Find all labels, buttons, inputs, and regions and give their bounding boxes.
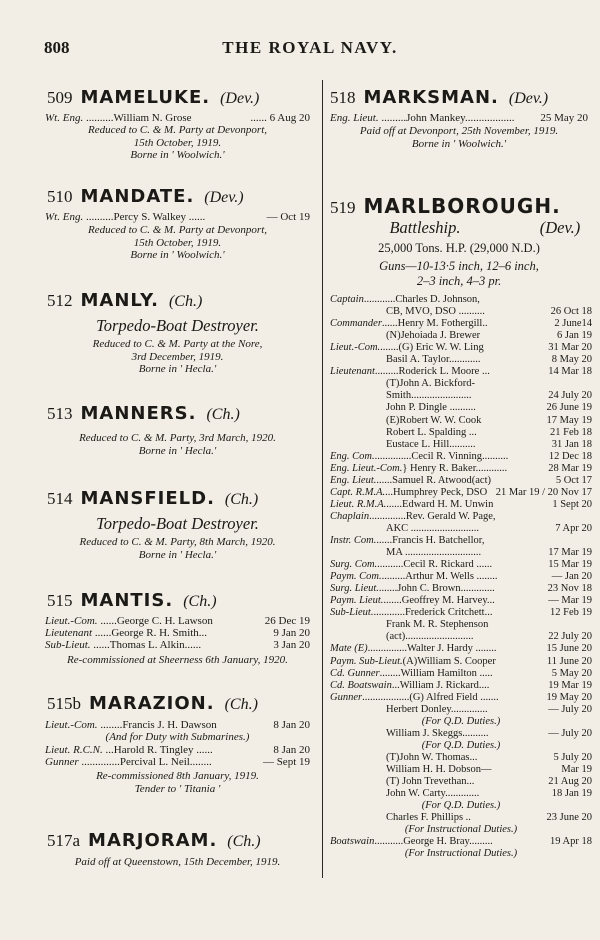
officer-date: — Mar 19	[548, 595, 592, 607]
note-line: 3rd December, 1919.	[131, 350, 224, 363]
ship-name: MAMELUKE.	[80, 87, 211, 108]
officer-date: 17 Mar 19	[548, 547, 592, 559]
officer-name: ..................(G) Alfred Field .......	[362, 691, 499, 703]
officer-rank: Sub-Lieut.	[330, 607, 374, 619]
officer-rank: Lieut. R.M.A.	[330, 498, 387, 510]
officer-name: Charles F. Phillips ..	[386, 812, 471, 824]
officer-date: 1 Sept 20	[552, 498, 592, 510]
officer-date: 2 June14	[554, 318, 592, 330]
officer-rank: Lieut. R.C.N.	[45, 744, 103, 756]
ship-division: (Ch.)	[168, 293, 203, 310]
officer-name: (act)..........................	[386, 631, 474, 643]
officer-rank: Eng. Lieut.	[330, 474, 377, 486]
officer-name: John W. Carty.............	[386, 788, 480, 800]
officer-row	[330, 330, 592, 342]
officer-row	[330, 800, 592, 812]
officer-rank: Commander	[330, 318, 382, 330]
officer-rank: Lieutenant	[45, 627, 93, 639]
officer-row	[330, 535, 592, 547]
officer-date: 31 Mar 20	[548, 342, 592, 354]
officer-date: 26 June 19	[546, 402, 592, 414]
note-line: Borne in ' Hecla.'	[138, 444, 217, 457]
note-line: Paid off at Devonport, 25th November, 1919.	[359, 125, 559, 137]
officer-row	[330, 692, 592, 704]
officer-row	[330, 523, 592, 535]
officer-name: } Henry R. Baker............	[402, 462, 508, 474]
officer-date: 11 June 20	[546, 655, 592, 667]
officer-row	[330, 439, 592, 451]
officer-rank: Paym. Lieut.	[330, 595, 384, 607]
officer-name: Smith.......................	[386, 390, 472, 402]
officer-row	[330, 631, 592, 643]
officer-name: ..........Percy S. Walkey ......	[85, 211, 206, 223]
ship-name: MARJORAM.	[88, 830, 218, 851]
ship-type: Battleship.	[389, 218, 461, 237]
officer-name: ...........George H. Bray.........	[374, 836, 493, 848]
officer-row	[330, 607, 592, 619]
officer-name: AKC ..........................	[386, 522, 480, 534]
ship-note	[45, 536, 310, 561]
officer-row	[45, 615, 310, 627]
officer-row	[45, 744, 310, 756]
officer-row	[330, 619, 592, 631]
officer-row	[330, 318, 592, 330]
officer-note: (For Instructional Duties.)	[404, 848, 518, 860]
ship-number: 519	[330, 198, 356, 217]
officer-note: (And for Duty with Submarines.)	[105, 731, 250, 743]
officer-name: ..............Rev. Gerald W. Page,	[369, 510, 496, 522]
officer-date: 22 July 20	[548, 631, 592, 643]
note-line: Reduced to C. & M. Party at Devonport,	[87, 124, 268, 136]
officer-name: John P. Dingle ..........	[386, 402, 476, 414]
officer-name: .........Roderick L. Moore ...	[374, 366, 490, 378]
ship-name: MARKSMAN.	[363, 87, 499, 108]
officer-rank: Lieut.-Com.	[45, 615, 98, 627]
ship-number: 517a	[47, 831, 81, 850]
officer-name: ......Francis H. Batchellor,	[376, 535, 485, 546]
officer-row	[330, 499, 592, 511]
officer-row	[330, 511, 592, 523]
page-title: THE ROYAL NAVY.	[222, 38, 398, 57]
officer-row	[330, 571, 592, 583]
ship-heading	[330, 194, 561, 218]
ship-guns: 2–3 inch, 4–3 pr.	[416, 274, 502, 288]
officer-name: (T)John W. Thomas...	[386, 751, 478, 763]
officer-row	[45, 756, 310, 768]
officer-date: — July 20	[548, 727, 592, 739]
note-line: Reduced to C. & M. Party, 8th March, 1920.	[79, 536, 276, 548]
ship-heading	[47, 186, 244, 207]
officer-name: .......Geoffrey M. Harvey...	[383, 595, 495, 607]
officer-date: 24 July 20	[548, 390, 592, 402]
officer-rank: Captain	[330, 294, 364, 305]
officer-name: Robert L. Spalding ...	[386, 426, 477, 438]
officer-name: ..........Cecil R. Rickard ......	[377, 559, 493, 571]
officer-name: (T)John A. Bickford-	[386, 378, 475, 390]
officer-row	[330, 680, 592, 692]
officer-row	[330, 848, 592, 860]
officer-row	[330, 390, 592, 402]
officer-row	[330, 342, 592, 354]
officer-name: Eustace L. Hill..........	[386, 438, 476, 450]
officer-row	[330, 824, 592, 836]
officer-name: ........William Hamilton .....	[379, 667, 493, 679]
officer-row	[330, 415, 592, 427]
note-line: Paid off at Queenstown, 15th December, 1919.	[74, 856, 281, 868]
officer-row	[45, 719, 310, 731]
ship-division: (Dev.)	[508, 90, 549, 107]
officer-row	[330, 354, 592, 366]
officer-date: 5 Oct 17	[555, 474, 592, 486]
officer-name: ..........William N. Grose	[85, 112, 192, 124]
ship-division: (Dev.)	[539, 218, 581, 237]
officer-date: 17 May 19	[546, 414, 592, 426]
ship-type: Torpedo-Boat Destroyer.	[96, 316, 259, 335]
officer-rank: Wt. Eng.	[45, 211, 84, 223]
officer-rank: Gunner	[330, 691, 363, 703]
officer-row	[330, 764, 592, 776]
officer-date: 19 May 20	[546, 691, 592, 703]
officer-date: 28 Mar 19	[548, 462, 592, 474]
officer-name: .........John Mankey..................	[381, 112, 515, 124]
ship-number: 514	[47, 489, 73, 508]
officer-name: Basil A. Taylor............	[386, 354, 481, 366]
note-line: Borne in ' Woolwich.'	[130, 149, 225, 161]
officer-name: (E)Robert W. W. Cook	[386, 414, 482, 426]
ship-number: 513	[47, 404, 73, 423]
officer-name: .........Arthur M. Wells ........	[381, 571, 498, 583]
page-number: 808	[44, 38, 70, 57]
ship-name: MANTIS.	[80, 590, 174, 611]
officer-date: 8 May 20	[551, 354, 592, 366]
officer-rank: Surg. Com.	[330, 559, 378, 571]
officer-date: 26 Dec 19	[264, 615, 310, 627]
officer-rank: Eng. Com.	[330, 450, 375, 462]
officer-row	[330, 475, 592, 487]
officer-date: — Oct 19	[266, 211, 310, 223]
officer-name: ...Harold R. Tingley ......	[105, 744, 213, 756]
officer-date: 15 June 20	[546, 643, 592, 655]
officer-row	[330, 752, 592, 764]
ship-heading	[47, 693, 258, 714]
officer-name: ......George R. H. Smith...	[94, 627, 208, 639]
officer-row	[330, 306, 592, 318]
ship-name: MARAZION.	[89, 693, 215, 714]
ship-note	[45, 338, 310, 376]
officer-rank: Lieut.-Com.	[45, 719, 98, 731]
ship-heading	[47, 488, 258, 509]
ship-name: MANSFIELD.	[80, 488, 215, 509]
ship-number: 515b	[47, 694, 81, 713]
officer-rank: Surg. Lieut.	[330, 583, 379, 595]
officer-rank: Chaplain	[330, 510, 370, 522]
officer-name: (T) John Trevethan...	[386, 776, 475, 787]
note-line: Re-commissioned 8th January, 1919.	[96, 770, 259, 782]
officer-row	[330, 463, 592, 475]
ship-note	[45, 770, 310, 795]
officer-rank: Paym. Com.	[330, 571, 382, 583]
officer-date: 21 Feb 18	[550, 426, 592, 438]
officer-row	[330, 378, 592, 390]
ship-note	[330, 125, 588, 150]
officer-row	[330, 427, 592, 439]
officer-row	[330, 740, 592, 752]
ship-note	[45, 224, 310, 262]
officer-date: 6 Jan 19	[557, 330, 592, 342]
officer-row	[330, 656, 592, 668]
ship-note	[45, 124, 310, 162]
ship-name: MANLY.	[80, 290, 159, 311]
column-divider	[322, 80, 323, 878]
ship-heading	[330, 87, 548, 108]
officer-row	[330, 112, 588, 124]
note-line: 15th October, 1919.	[133, 236, 222, 249]
officer-date: 23 June 20	[546, 812, 592, 824]
officer-date: — Sept 19	[262, 756, 310, 768]
ship-division: (Dev.)	[220, 90, 260, 107]
officer-name: ..............Percival L. Neil........	[81, 756, 212, 768]
officer-row	[330, 776, 592, 788]
officer-row	[330, 294, 592, 306]
officer-row	[330, 547, 592, 559]
officer-date: 25 May 20	[540, 112, 588, 124]
officer-date: ...... 6 Aug 20	[250, 112, 310, 124]
officer-rank: Capt. R.M.A.	[330, 486, 386, 498]
note-line: Reduced to C. & M. Party at the Nore,	[92, 338, 263, 350]
note-line: 15th October, 1919.	[133, 136, 222, 149]
note-line: Borne in ' Hecla.'	[138, 548, 217, 561]
ship-note	[45, 432, 310, 457]
officer-row	[330, 836, 592, 848]
officer-date: 5 May 20	[551, 667, 592, 679]
officer-note: (For Q.D. Duties.)	[421, 739, 501, 751]
officer-name: ..............Cecil R. Vinning..........	[374, 450, 509, 462]
officer-rank: Cd. Gunner	[330, 667, 380, 679]
ship-heading	[47, 830, 261, 851]
officer-name: ...............Walter J. Hardy ........	[367, 643, 497, 655]
officer-note: (For Q.D. Duties.)	[421, 800, 501, 812]
ship-number: 518	[330, 88, 356, 107]
ship-number: 509	[47, 88, 73, 107]
officer-row	[45, 112, 310, 124]
ship-note	[45, 856, 310, 869]
ship-division: (Ch.)	[183, 593, 217, 610]
ship-division: (Ch.)	[224, 696, 258, 713]
officer-name: Herbert Donley..............	[386, 703, 488, 715]
officer-row	[45, 211, 310, 223]
officer-row	[330, 451, 592, 463]
right-column	[330, 0, 592, 940]
ship-division: (Dev.)	[204, 189, 244, 206]
officer-note: (For Q.D. Duties.)	[421, 715, 501, 727]
officer-row	[330, 788, 592, 800]
officer-name: ......Edward H. M. Unwin	[386, 498, 494, 510]
ship-division: (Ch.)	[224, 491, 259, 508]
note-line: Tender to ' Titania '	[134, 782, 221, 795]
officer-name: .......(G) Eric W. W. Ling	[380, 342, 484, 354]
officer-rank: Lieut.-Com.	[330, 342, 381, 354]
officer-name: ............Charles D. Johnson,	[363, 294, 480, 305]
officer-date: 9 Jan 20	[273, 627, 310, 639]
ship-type: Torpedo-Boat Destroyer.	[96, 514, 259, 533]
officer-date: 21 Mar 19 / 20 Nov 17	[495, 486, 592, 498]
officer-rank: Paym. Sub-Lieut.	[330, 655, 403, 667]
officer-date: 8 Jan 20	[273, 719, 310, 731]
officer-rank: Eng. Lieut.	[330, 112, 379, 124]
officer-name: .......John C. Brown.............	[378, 583, 495, 595]
officer-row	[330, 728, 592, 740]
ship-division: (Ch.)	[206, 406, 240, 423]
officer-date: 23 Nov 18	[547, 583, 592, 595]
officer-rank: Instr. Com.	[330, 535, 377, 546]
officer-name: (A)William S. Cooper	[402, 655, 496, 667]
note-line: Borne in ' Hecla.'	[138, 363, 217, 375]
officer-date: 15 Mar 19	[548, 559, 592, 571]
officer-date: 12 Dec 18	[548, 450, 592, 462]
officer-date: — July 20	[548, 703, 592, 715]
officer-date: 7 Apr 20	[555, 522, 592, 534]
ship-specs: 25,000 Tons. H.P. (29,000 N.D.)	[378, 241, 540, 255]
ship-name: MANDATE.	[80, 186, 195, 207]
ship-heading	[47, 403, 240, 424]
officer-name: William J. Skeggs..........	[386, 727, 489, 739]
officer-date: 19 Apr 18	[550, 836, 592, 848]
ship-guns: Guns—10-13·5 inch, 12–6 inch,	[379, 259, 539, 273]
officer-date: 8 Jan 20	[273, 744, 310, 756]
ship-name: MANNERS.	[80, 403, 197, 424]
officer-note: (For Instructional Duties.)	[404, 824, 518, 836]
officer-name: ...William J. Rickard....	[391, 679, 490, 691]
ship-heading	[47, 87, 259, 108]
officer-date: 31 Jan 18	[551, 438, 592, 450]
officer-name: ......Samuel R. Atwood(act)	[376, 474, 491, 486]
officer-row	[330, 812, 592, 824]
officer-row	[330, 583, 592, 595]
officer-date: 3 Jan 20	[273, 639, 310, 651]
officer-date: — Jan 20	[551, 571, 592, 583]
officer-rank: Cd. Boatswain	[330, 679, 392, 691]
officer-name: ............Frederick Critchett...	[373, 607, 493, 619]
left-column	[45, 0, 310, 940]
officer-row	[330, 704, 592, 716]
ship-number: 515	[47, 591, 73, 610]
officer-date: Mar 19	[561, 763, 592, 775]
officer-rank: Mate (E)	[330, 643, 368, 655]
ship-name: MARLBOROUGH.	[363, 194, 561, 218]
officer-row	[330, 402, 592, 414]
officer-date: 19 Mar 19	[548, 679, 592, 691]
officer-date: 12 Feb 19	[550, 607, 592, 619]
officer-name: ........Francis J. H. Dawson	[100, 719, 217, 731]
officer-name: Frank M. R. Stephenson	[386, 619, 489, 631]
ship-heading	[47, 590, 217, 611]
officer-name: ......Thomas L. Alkin......	[93, 639, 202, 651]
officer-name: (N)Jehoiada J. Brewer	[386, 330, 481, 342]
officer-rank: Gunner	[45, 756, 79, 768]
officer-row	[45, 627, 310, 639]
officer-row	[330, 595, 592, 607]
officer-rank: Wt. Eng.	[45, 112, 84, 124]
officer-row	[330, 366, 592, 378]
officer-date: 14 Mar 18	[548, 366, 592, 378]
ship-number: 510	[47, 187, 73, 206]
officer-rank: Eng. Lieut.-Com.	[330, 462, 403, 474]
officer-name: MA .............................	[386, 547, 482, 559]
note-line: Reduced to C. & M. Party at Devonport,	[87, 224, 268, 236]
note-line: Borne in ' Woolwich.'	[130, 249, 225, 261]
officer-rank: Boatswain	[330, 836, 375, 848]
note-line: Borne in ' Woolwich.'	[411, 137, 507, 150]
officer-name: ...Humphrey Peck, DSO	[385, 486, 488, 498]
officer-rank: Lieutenant	[330, 366, 375, 378]
officer-rank: Sub-Lieut.	[45, 639, 91, 651]
officer-name: CB, MVO, DSO ..........	[386, 306, 485, 318]
officer-date: 21 Aug 20	[548, 776, 592, 787]
officer-date: 26 Oct 18	[550, 306, 592, 318]
note-line: Reduced to C. & M. Party, 3rd March, 1920.	[79, 432, 276, 444]
ship-heading	[47, 290, 202, 311]
officer-row	[45, 639, 310, 651]
officer-date: 18 Jan 19	[551, 788, 592, 800]
officer-row	[330, 668, 592, 680]
officer-date: 5 July 20	[553, 751, 592, 763]
officer-name: ......Henry M. Fothergill..	[381, 318, 488, 330]
officer-row	[330, 716, 592, 728]
officer-name: ......George C. H. Lawson	[100, 615, 213, 627]
ship-division: (Ch.)	[227, 833, 261, 850]
ship-number: 512	[47, 291, 73, 310]
ship-note	[45, 654, 310, 667]
officer-row	[330, 559, 592, 571]
note-line: Re-commissioned at Sheerness 6th January, 1920.	[67, 654, 288, 666]
officer-name: William H. H. Dobson—	[386, 763, 492, 775]
officer-row	[330, 643, 592, 655]
officer-row	[330, 487, 592, 499]
